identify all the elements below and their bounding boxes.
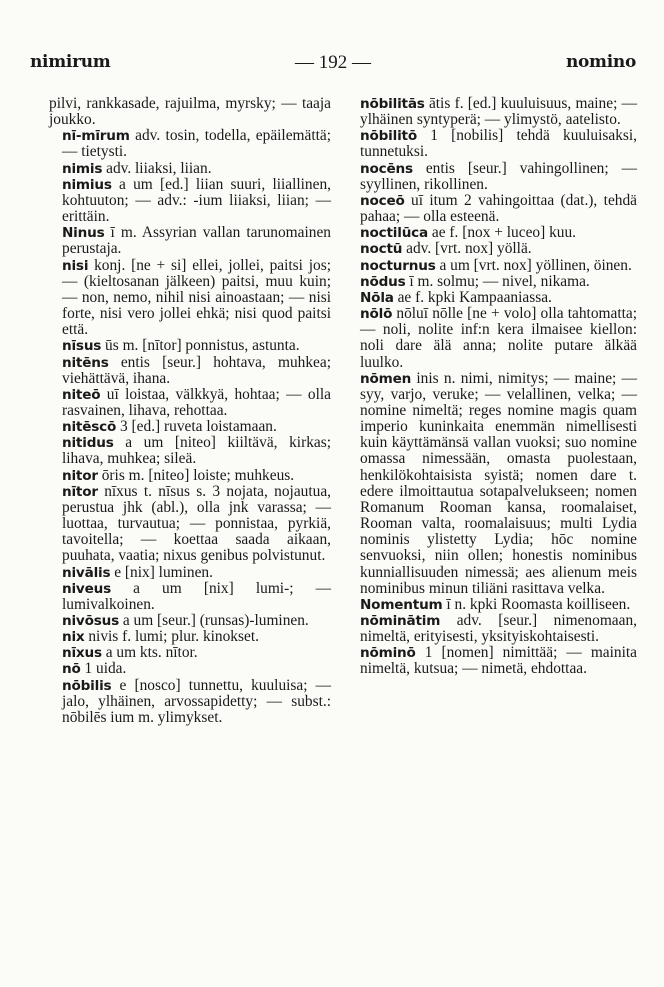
entry-definition: ī n. kpki Roomasta koilliseen. — [442, 595, 631, 613]
entry-headword: nōdus — [360, 273, 406, 290]
dictionary-entry — [49, 355, 331, 387]
entry-headword: nō — [62, 661, 81, 678]
entry-headword: Ninus — [62, 225, 105, 242]
dictionary-entry — [49, 435, 331, 467]
entry-headword: nimius — [62, 176, 112, 193]
entry-definition: 1 [nomen] nimittää; — mainita nimeltä, kutsua; — nimetä, ehdottaa. — [360, 644, 637, 678]
entry-definition: 1 uida. — [80, 660, 127, 678]
dictionary-entry — [49, 484, 331, 565]
entry-headword: nōbilitās — [360, 96, 425, 112]
entry-headword: nōbilitō — [360, 128, 417, 145]
dictionary-entry — [49, 225, 331, 257]
entry-headword: nōminātim — [360, 613, 441, 629]
entry-headword: nix — [62, 629, 85, 646]
dictionary-entry — [347, 371, 637, 597]
entry-headword: nōmen — [360, 370, 412, 387]
entry-headword: nōlō — [360, 306, 393, 323]
entry-headword: noceō — [360, 192, 405, 209]
page-number: — 192 — — [295, 52, 371, 73]
dictionary-entry — [347, 225, 637, 241]
dictionary-entry — [49, 96, 331, 128]
dictionary-entry — [49, 613, 331, 629]
dictionary-entry — [49, 661, 331, 677]
left-column — [49, 96, 331, 726]
dictionary-entry — [347, 128, 637, 160]
dictionary-entry — [347, 290, 637, 306]
entry-definition: uī itum 2 vahingoittaa (dat.), tehdä pahaa; — olla esteenä. — [360, 191, 637, 226]
entry-definition: entis [seur.] hohtava, muhkea; viehättävä, ihana. — [62, 353, 331, 387]
entry-definition: e [nosco] tunnettu, kuuluisa; — jalo, ylhäinen, arvossapidetty; — subst.: nōbilēs ium m. ylimykset. — [62, 676, 331, 726]
dictionary-entry — [347, 645, 637, 677]
entry-definition: 3 [ed.] ruveta loistamaan. — [116, 418, 277, 436]
entry-headword: nitēscō — [62, 419, 117, 436]
entry-headword: nisi — [62, 257, 89, 274]
dictionary-entry — [347, 274, 637, 290]
entry-definition: adv. [seur.] nimenomaan, nimeltä, erityisesti, yksityiskohtaisesti. — [360, 612, 637, 646]
entry-definition: ī m. Assyrian vallan tarunomainen perustaja. — [62, 224, 331, 258]
dictionary-entry — [347, 613, 637, 645]
entry-definition: a um [niteo] kiiltävä, kirkas; lihava, muhkea; sileä. — [62, 434, 331, 468]
dictionary-entry — [49, 177, 331, 225]
entry-definition: adv. [vrt. nox] yöllä. — [402, 240, 532, 258]
entry-headword: Nomentum — [360, 596, 443, 613]
entry-definition: e [nix] luminen. — [110, 563, 213, 581]
entry-definition: ōris m. [niteo] loiste; muhkeus. — [97, 466, 295, 484]
entry-definition: uī loistaa, välkkyä, hohtaa; — olla rasvainen, lihava, rehottaa. — [62, 385, 331, 419]
entry-definition: ae f. kpki Kampaaniassa. — [393, 288, 552, 306]
entry-definition: nīxus t. nīsus s. 3 nojata, nojautua, perustua jhk (abl.), olla jnk varassa; — luottaa, turvautua; — ponnistaa, pyrkiä, tavoitella; — koettaa saada aikaan, puuhata, vaatia; nixus genibus polvistunut. — [62, 482, 331, 565]
dictionary-entry — [49, 629, 331, 645]
entry-headword: noctū — [360, 241, 403, 258]
entry-definition: ātis f. [ed.] kuuluisuus, maine; — ylhäinen syntyperä; — ylimystö, aatelisto. — [360, 95, 637, 129]
entry-headword: nīsus — [62, 338, 102, 355]
dictionary-entry — [347, 258, 637, 274]
dictionary-entry — [49, 468, 331, 484]
right-guide-word: nomino — [565, 52, 636, 72]
dictionary-entry — [347, 193, 637, 225]
entry-definition: pilvi, rankkasade, rajuilma, myrsky; — taaja joukko. — [49, 95, 331, 129]
entry-definition: 1 [nobilis] tehdä kuuluisaksi, tunnetuksi. — [360, 127, 637, 161]
entry-definition: nivis f. lumi; plur. kinokset. — [84, 628, 259, 646]
entry-headword: nōbilis — [62, 677, 112, 694]
dictionary-entry — [347, 241, 637, 257]
entry-definition: adv. liiaksi, liian. — [102, 159, 212, 177]
entry-definition: a um [nix] lumi-; — lumivalkoinen. — [62, 579, 331, 613]
entry-definition: ūs m. [nītor] ponnistus, astunta. — [101, 337, 300, 355]
entry-headword: niteō — [62, 386, 101, 403]
entry-headword: nitidus — [62, 435, 114, 452]
entry-definition: ī m. solmu; — nivel, nikama. — [405, 272, 590, 290]
entry-definition: a um [vrt. nox] yöllinen, öinen. — [435, 256, 632, 274]
dictionary-entry — [49, 338, 331, 354]
dictionary-entry — [49, 678, 331, 726]
entry-headword: niveus — [62, 580, 111, 597]
entry-definition: nōluī nōlle [ne + volo] olla tahtomatta; — noli, nolite inf:n kera ilmaisee kiellon: noli dare älä anna; nolite putare älkää luulko. — [360, 305, 637, 371]
dictionary-entry — [49, 387, 331, 419]
entry-headword: Nōla — [360, 289, 394, 306]
left-guide-word: nimirum — [30, 52, 111, 72]
entry-definition: ae f. [nox + luceo] kuu. — [428, 224, 577, 242]
entry-definition: a um kts. nītor. — [101, 644, 198, 662]
dictionary-entry — [49, 161, 331, 177]
entry-definition: entis [seur.] vahingollinen; — syyllinen, rikollinen. — [360, 159, 637, 193]
dictionary-entry — [347, 96, 637, 128]
page-header — [30, 52, 636, 78]
entry-definition: inis n. nimi, nimitys; — maine; — syy, varjo, veruke; — velallinen, velka; — nomine nimeltä; reges nomine magis quam imperio kuninkaita enemmän nimellisesti kuin käyttämänsä vallan vuoksi; suo nomine omassa nimessään, omasta puolestaan, henkilökohtaisista syistä; nomen dare t. edere ilmoittautua sotapalvelukseen; nomen Romanum Rooman kansa, roomalaiset, Rooman valta, roomalaisuus; multi Lydia nominis ylistetty Lydia; hōc nomine senvuoksi, niin ollen; honestis nominibus kunniallisuuden nimessä; aes alienum meis nominibus minun tiliäni rasittava velka. — [360, 369, 637, 597]
entry-headword: nītor — [62, 483, 98, 500]
dictionary-entry — [347, 597, 637, 613]
dictionary-entry — [49, 565, 331, 581]
entry-headword: nōminō — [360, 645, 416, 662]
entry-headword: nocēns — [360, 160, 413, 177]
dictionary-entry — [49, 645, 331, 661]
dictionary-entry — [49, 419, 331, 435]
entry-definition: adv. tosin, todella, epäilemättä; — tietysti. — [62, 127, 331, 161]
dictionary-entry — [49, 581, 331, 613]
dictionary-entry — [347, 161, 637, 193]
entry-headword: nivālis — [62, 564, 111, 581]
entry-definition: a um [seur.] (runsas)-luminen. — [119, 612, 309, 629]
dictionary-entry — [49, 258, 331, 339]
dictionary-entry — [49, 128, 331, 160]
entry-headword: nī-mīrum — [62, 128, 130, 145]
entry-headword: noctilūca — [360, 225, 429, 242]
entry-headword: nitēns — [62, 354, 109, 371]
right-column — [347, 96, 637, 678]
entry-definition: a um [ed.] liian suuri, liiallinen, kohtuuton; — adv.: -ium liiaksi, liian; — erittäin. — [62, 175, 331, 226]
entry-headword: nocturnus — [360, 257, 436, 274]
entry-headword: nimis — [62, 160, 103, 177]
dictionary-entry — [347, 306, 637, 371]
entry-headword: nīxus — [62, 645, 102, 662]
entry-headword: nitor — [62, 467, 98, 484]
entry-headword: nivōsus — [62, 613, 119, 629]
entry-definition: konj. [ne + si] ellei, jollei, paitsi jos; — (kieltosanan jälkeen) paitsi, muu kuin; — non, nemo, nihil nisi ainoastaan; — nisi forte, nisi vero jollei ehkä; nisi quod paitsi että. — [62, 256, 331, 339]
